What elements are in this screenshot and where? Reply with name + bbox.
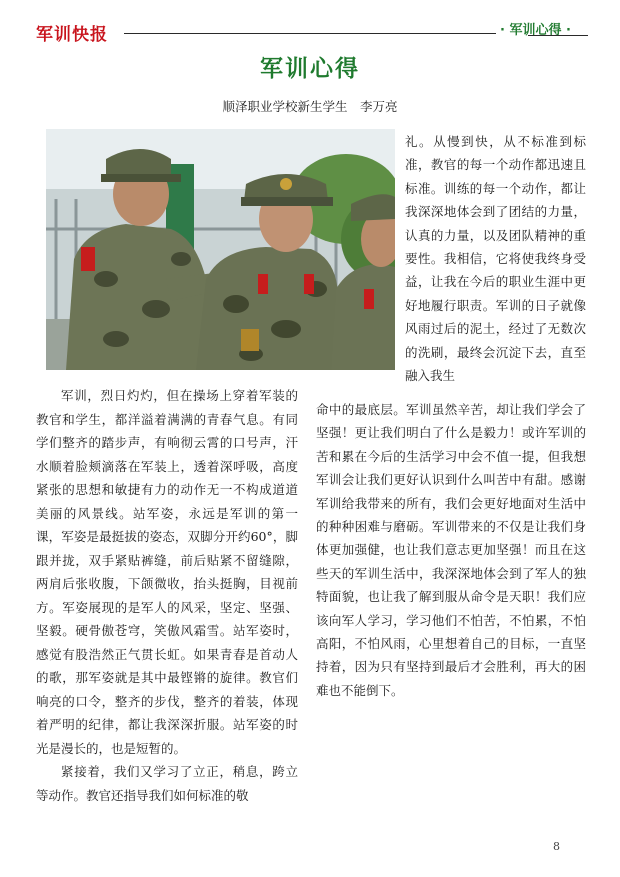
header-section-tag: · 军训心得 · xyxy=(496,19,575,38)
page-number: 8 xyxy=(553,840,560,853)
right-column-top-text xyxy=(405,130,586,387)
header-rule xyxy=(124,33,542,34)
left-column-text xyxy=(36,384,298,807)
training-photo xyxy=(46,129,395,370)
left-paragraph-1: 军训，烈日灼灼，但在操场上穿着军装的教官和学生，都洋溢着满满的青春气息。有同学们整齐的踏步声，有响彻云霄的口号声，汗水顺着脸颊滴落在军装上，透着深呼吸，高度紧张的思想和敏捷有力的动作无一不构成道道美丽的风景线。站军姿，永远是军训的第一课，军姿是最挺拔的姿态，双脚分开约60°，脚跟并拢，双手紧贴裤缝，前后贴紧不留缝隙，两肩后张收腹，下颌微收，抬头挺胸，目视前方。军姿展现的是军人的风采，坚定、坚强、坚毅。硬骨傲苍穹，笑傲风霜雪。站军姿时，感觉有股浩然正气贯长虹。如果青春是首动人的歌，那军姿就是其中最铿锵的旋律。教官们响亮的口令，整齐的步伐，整齐的着装，体现着严明的纪律，都让我深深折服。站军姿的时光是漫长的，也是短暂的。 xyxy=(36,388,298,756)
right-column-paragraph-continued: 命中的最底层。军训虽然辛苦，却让我们学会了坚强！更让我们明白了什么是毅力！或许军训的苦和累在今后的生活学习中会不值一提，但我想军训会让我们更好认识到什么叫苦中有甜。感谢军训给我带来的所有，我们会更好地面对生活中的种种困难与磨砺。军训带来的不仅是让我们身体更加强健，也让我们意志更加坚强！而且在这些天的军训生活中，我深深地体会到了军人的独特面貌，也让我了解到服从命令是天职！我们应该向军人学习，学习他们不怕苦，不怕累，不怕高阳，不怕风雨，心里想着自己的目标，一直坚持着，因为只有坚持到最后才会胜利，再大的困难也不能倒下。 xyxy=(316,402,586,698)
article-byline: 顺泽职业学校新生学生 李万亮 xyxy=(222,99,398,114)
right-column-paragraph: 礼。从慢到快，从不标准到标准，教官的每一个动作都迅速且标准。训练的每一个动作，都让我深深地体会到了团结的力量，认真的力量，以及团队精神的重要性。我相信，它将使我终身受益，让我在今后的职业生涯中更好地履行职责。军训的日子就像风雨过后的泥土，经过了无数次的洗刷，最终会沉淀下去，直至融入我生 xyxy=(405,134,586,384)
header-tag-underline xyxy=(528,35,588,36)
right-column-bottom-text xyxy=(316,398,586,702)
header-section-label: 军训快报 xyxy=(36,25,108,45)
article-title: 军训心得 xyxy=(260,56,360,82)
left-paragraph-2: 紧接着，我们又学习了立正，稍息，跨立等动作。教官还指导我们如何标准的敬 xyxy=(36,764,298,803)
